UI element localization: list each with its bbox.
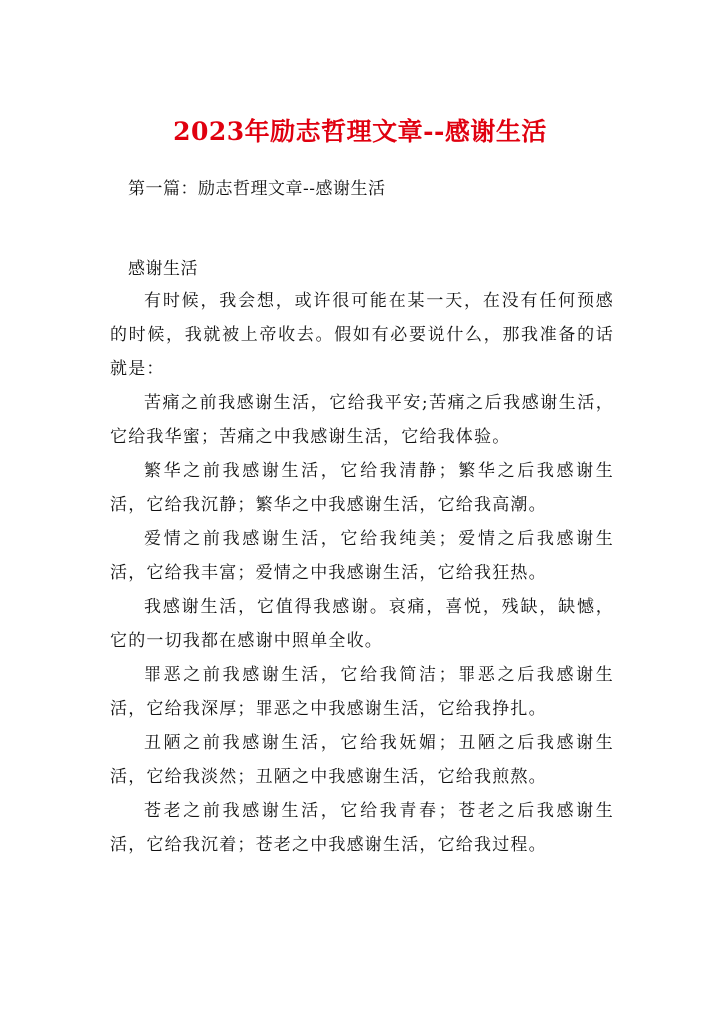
paragraph: 有时候，我会想，或许很可能在某一天，在没有任何预感的时候，我就被上帝收去。假如有必要说什么，那我准备的话就是： [110,291,614,379]
document-title: 2023年励志哲理文章--感谢生活 [173,117,547,146]
paragraph: 苦痛之前我感谢生活，它给我平安;苦痛之后我感谢生活，它给我华蜜；苦痛之中我感谢生活，它给我体验。 [110,393,614,447]
section-heading: 感谢生活 [128,259,198,279]
paragraph: 苍老之前我感谢生活，它给我青春；苍老之后我感谢生活，它给我沉着；苍老之中我感谢生活，它给我过程。 [110,801,614,855]
paragraph: 丑陋之前我感谢生活，它给我妩媚；丑陋之后我感谢生活，它给我淡然；丑陋之中我感谢生活，它给我煎熬。 [110,733,614,787]
paragraph: 我感谢生活，它值得我感谢。哀痛，喜悦，残缺，缺憾，它的一切我都在感谢中照单全收。 [110,597,614,651]
document-body [110,284,614,862]
paragraph: 罪恶之前我感谢生活，它给我简洁；罪恶之后我感谢生活，它给我深厚；罪恶之中我感谢生活，它给我挣扎。 [110,665,614,719]
paragraph: 爱情之前我感谢生活，它给我纯美；爱情之后我感谢生活，它给我丰富；爱情之中我感谢生活，它给我狂热。 [110,529,614,583]
paragraph: 繁华之前我感谢生活，它给我清静；繁华之后我感谢生活，它给我沉静；繁华之中我感谢生活，它给我高潮。 [110,461,614,515]
document-subtitle: 第一篇：励志哲理文章--感谢生活 [128,179,386,199]
